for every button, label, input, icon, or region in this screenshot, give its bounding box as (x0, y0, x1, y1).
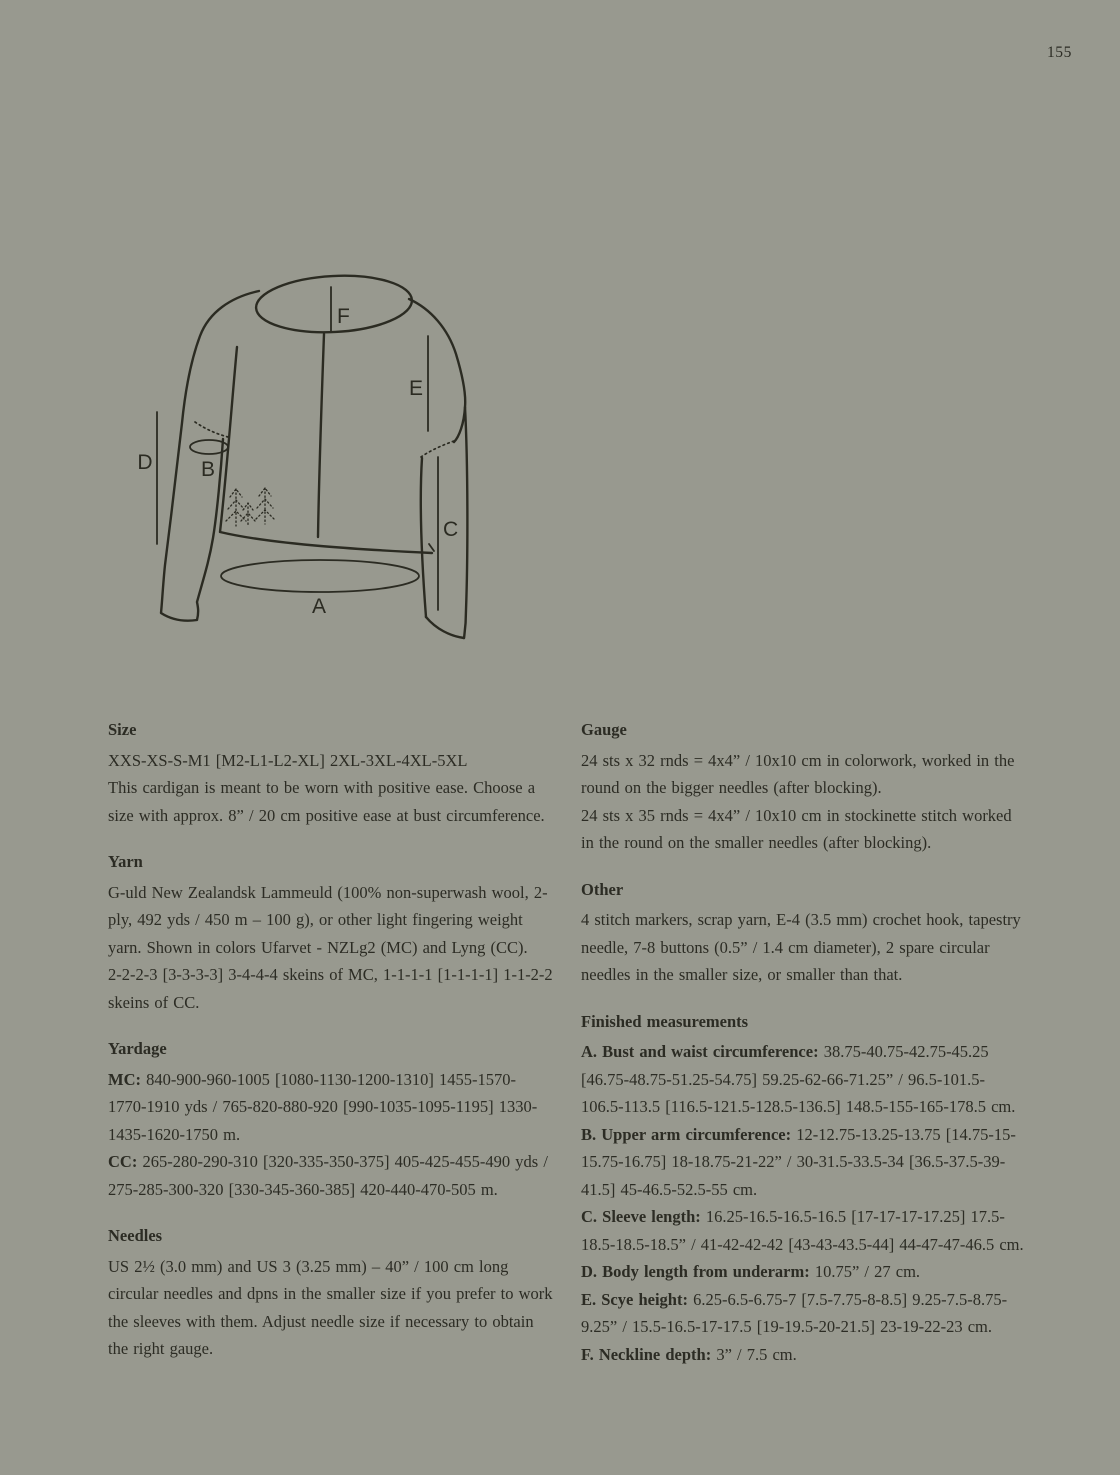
size-range (108, 747, 554, 775)
schematic-label-c: C (443, 518, 459, 541)
needles-description (108, 1253, 554, 1363)
measurement-neckline-depth (581, 1341, 1027, 1369)
schematic-right-armhole-dotted (421, 441, 454, 457)
schematic-label-a: A (311, 595, 327, 618)
section-other (581, 876, 1027, 989)
measurement-upper-arm-label: B. Upper arm circumference: (581, 1124, 792, 1144)
section-yardage (108, 1035, 554, 1203)
page-number: 155 (1046, 44, 1072, 61)
schematic-center-front (318, 334, 324, 537)
schematic-label-f: F (337, 305, 350, 328)
measurement-bust-text: 38.75-40.75-42.75-45.25 [46.75-48.75-51.25-54.75] 59.25-62-66-71.25” / 96.5-101.5-106.5-113.5 [116.5-121.5-128.5-136.5] 148.5-155-165-178.5 cm. (581, 1042, 1016, 1116)
measurement-neckline-depth-text: 3” / 7.5 cm. (711, 1344, 797, 1364)
measurement-bust (581, 1038, 1027, 1121)
measurement-body-length-text: 10.75” / 27 cm. (809, 1262, 921, 1281)
other-notions (581, 906, 1027, 989)
measurement-upper-arm-text: 12-12.75-13.25-13.75 [14.75-15-15.75-16.75] 18-18.75-21-22” / 30-31.5-33.5-34 [36.5-37.5-39-41.5] 45-46.5-52.5-55 cm. (581, 1124, 1016, 1199)
yardage-cc (108, 1148, 554, 1203)
size-ease-note (108, 774, 554, 829)
schematic-tree-motifs (226, 488, 274, 526)
section-yarn (108, 848, 554, 1016)
schematic-right-shoulder (409, 299, 465, 442)
measurement-scye-height (581, 1286, 1027, 1341)
size-heading: Size (108, 720, 137, 739)
right-column (581, 716, 1027, 1387)
schematic-label-e: E (408, 377, 423, 400)
left-column (108, 716, 554, 1382)
yarn-description-text: G-uld New Zealandsk Lammeuld (100% non-superwash wool, 2-ply, 492 yds / 450 m – 100 g), or other light fingering weight yarn. Shown in colors Ufarvet - NZLg2 (MC) and Lyng (CC). (108, 882, 548, 957)
yardage-heading: Yardage (108, 1039, 167, 1058)
section-finished-measurements (581, 1008, 1027, 1369)
schematic-label-b: B (200, 458, 216, 481)
schematic-right-sleeve-outer (464, 407, 467, 638)
yardage-cc-label: CC: (108, 1152, 138, 1171)
yardage-cc-text: 265-280-290-310 [320-335-350-375] 405-425-455-490 yds / 275-285-300-320 [330-345-360-385] 420-440-470-505 m. (108, 1152, 548, 1199)
measurement-sleeve-length-label: C. Sleeve length: (581, 1207, 701, 1226)
cardigan-schematic (135, 260, 495, 652)
section-size (108, 716, 554, 829)
gauge-colorwork (581, 747, 1027, 802)
section-gauge (581, 716, 1027, 857)
schematic-hem-notch (429, 544, 434, 551)
measurement-scye-height-label: E. Scye height: (581, 1289, 688, 1309)
yardage-mc (108, 1066, 554, 1149)
measurement-body-length (581, 1258, 1027, 1286)
schematic-label-d: D (137, 451, 153, 474)
yarn-heading: Yarn (108, 852, 143, 871)
measurement-scye-height-text: 6.25-6.5-6.75-7 [7.5-7.75-8-8.5] 9.25-7.5-8.75-9.25” / 15.5-16.5-17-17.5 [19-19.5-20-21.5] 23-19-22-23 cm. (581, 1289, 1008, 1336)
measurement-body-length-label: D. Body length from underarm: (581, 1262, 810, 1281)
measurement-sleeve-length-text: 16.25-16.5-16.5-16.5 [17-17-17-17.25] 17.5-18.5-18.5-18.5” / 41-42-42-42 [43-43-43.5-44] 44-47-47-46.5 cm. (581, 1207, 1024, 1254)
size-ease-text: This cardigan is meant to be worn with positive ease. Choose a size with approx. 8” / 20 cm positive ease at bust circumference. (108, 778, 545, 825)
size-range-text: XXS-XS-S-M1 [M2-L1-L2-XL] 2XL-3XL-4XL-5XL (108, 750, 468, 770)
schematic-body-left-and-hem (220, 347, 432, 553)
schematic-neckline (255, 272, 414, 336)
yardage-mc-text: 840-900-960-1005 [1080-1130-1200-1310] 1455-1570-1770-1910 yds / 765-820-880-920 [990-1035-1095-1195] 1330-1435-1620-1750 m. (108, 1069, 538, 1144)
gauge-heading: Gauge (581, 720, 627, 739)
yarn-description (108, 879, 554, 962)
schematic-left-sleeve (161, 291, 259, 621)
schematic-right-sleeve-inner (421, 458, 426, 617)
yarn-skeins (108, 961, 554, 1016)
yarn-skeins-text: 2-2-2-3 [3-3-3-3] 3-4-4-4 skeins of MC, 1-1-1-1 [1-1-1-1] 1-1-2-2 skeins of CC. (108, 965, 553, 1012)
measurement-upper-arm (581, 1121, 1027, 1204)
schematic-hem-ellipse (221, 560, 419, 592)
gauge-stockinette-text: 24 sts x 35 rnds = 4x4” / 10x10 cm in stockinette stitch worked in the round on the smaller needles (after blocking). (581, 805, 1012, 852)
measurement-sleeve-length (581, 1203, 1027, 1258)
finished-measurements-heading: Finished measurements (581, 1011, 749, 1031)
measurement-bust-label: A. Bust and waist circumference: (581, 1042, 819, 1061)
needles-heading: Needles (108, 1226, 163, 1245)
schematic-right-cuff (426, 617, 464, 638)
yardage-mc-label: MC: (108, 1069, 141, 1089)
measurement-neckline-depth-label: F. Neckline depth: (581, 1344, 712, 1364)
section-needles (108, 1222, 554, 1363)
other-notions-text: 4 stitch markers, scrap yarn, E-4 (3.5 mm) crochet hook, tapestry needle, 7-8 buttons (0.5” / 1.4 cm diameter), 2 spare circular needles in the smaller size, or smaller than that. (581, 910, 1021, 984)
schematic-left-armhole-dotted (195, 422, 228, 437)
gauge-colorwork-text: 24 sts x 32 rnds = 4x4” / 10x10 cm in colorwork, worked in the round on the bigger needles (after blocking). (581, 750, 1015, 797)
needles-description-text: US 2½ (3.0 mm) and US 3 (3.25 mm) – 40” / 100 cm long circular needles and dpns in the smaller size if you prefer to work the sleeves with them. Adjust needle size if necessary to obtain the right gauge. (108, 1256, 553, 1358)
gauge-stockinette (581, 802, 1027, 857)
other-heading: Other (581, 879, 624, 899)
